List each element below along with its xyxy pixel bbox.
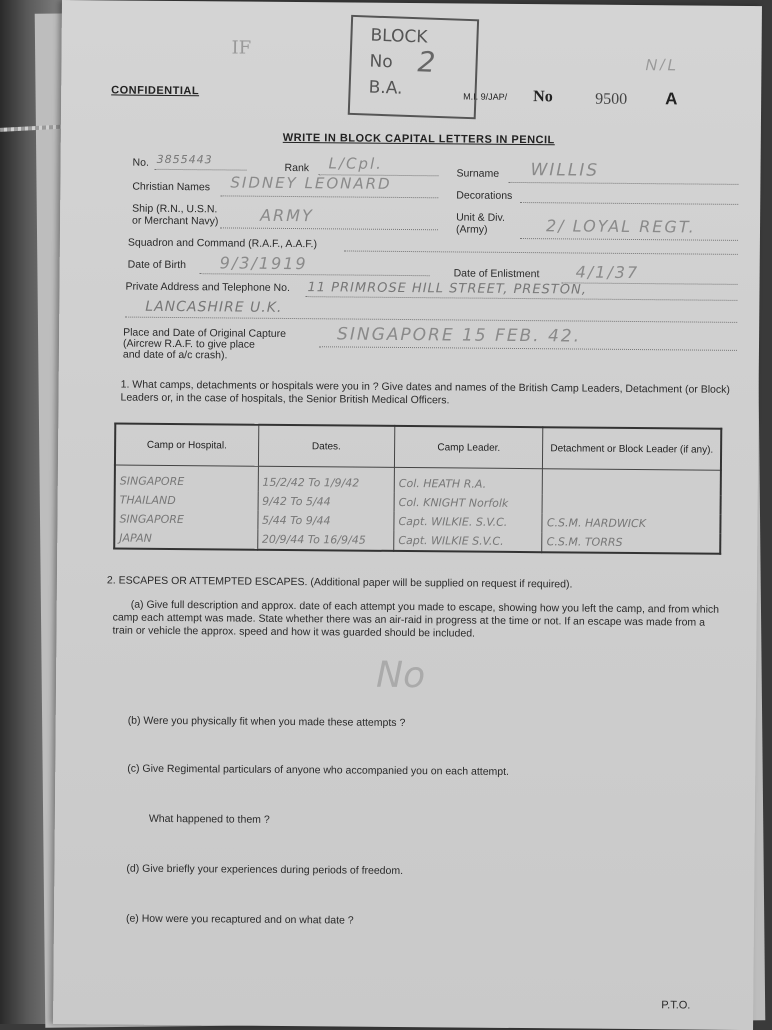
detachment-cell: [543, 469, 721, 496]
question-2a-text: (a) Give full description and approx. date of each attempt you made to escape, showing how you left the camp, and from which camp each attempt was made. State whether there was an air-raid in progress at the time or not. If an escape was made from a train or vehicle the approx. speed and how it was guarded should be included.: [112, 598, 720, 640]
surname-label: Surname: [456, 167, 500, 180]
unit-label-1: Unit & Div.: [456, 211, 505, 224]
question-2e-text: (e) How were you recaptured and on what date ?: [125, 912, 354, 927]
capture-label-2: (Aircrew R.A.F. to give place: [122, 337, 255, 351]
ship-label-2: or Merchant Navy): [132, 214, 219, 228]
corner-note: N/L: [645, 57, 680, 75]
ship-line: [220, 227, 438, 230]
question-2b-text: (b) Were you physically fit when you made these attempts ?: [127, 714, 406, 730]
detachment-cell: C.S.M. HARDWICK: [542, 513, 720, 534]
col-dates-header: Dates.: [258, 425, 395, 468]
question-1-text: 1. What camps, detachments or hospitals were you in ? Give dates and names of the British Camp Leaders, Detachment (or Block) Leaders or, in the case of hospitals, the Senior British Medical Officers.: [120, 378, 730, 407]
stamp-block: BLOCK: [370, 25, 428, 48]
capture-value: SINGAPORE 15 FEB. 42.: [337, 324, 582, 347]
detachment-cell: [542, 494, 720, 515]
ref-label: M.I. 9/JAP/: [463, 91, 508, 102]
christian-names-value: SIDNEY LEONARD: [230, 173, 392, 193]
leader-cell: Col. HEATH R.A.: [394, 467, 543, 494]
questionnaire-page: [53, 0, 762, 1030]
pencil-marks: IF: [231, 37, 252, 59]
confidential-label: CONFIDENTIAL: [111, 84, 200, 98]
dob-line: [200, 273, 430, 276]
ship-value: ARMY: [260, 205, 314, 226]
col-detachment-header: Detachment or Block Leader (if any).: [543, 427, 721, 470]
no-field-label: No.: [132, 156, 149, 169]
christian-names-line: [220, 195, 438, 198]
enlistment-value: 4/1/37: [575, 262, 640, 283]
question-2a-answer: No: [375, 654, 426, 697]
dob-label: Date of Birth: [127, 258, 187, 272]
dates-cell: 20/9/44 To 16/9/45: [257, 530, 394, 551]
stamp-ba: B.A.: [368, 77, 403, 99]
camp-cell: SINGAPORE: [115, 465, 258, 492]
christian-names-label: Christian Names: [132, 180, 211, 194]
question-2c-followup: What happened to them ?: [148, 812, 270, 826]
stamp-no: No: [369, 51, 394, 73]
capture-line: [319, 346, 737, 351]
no-label: No: [533, 88, 553, 106]
leader-cell: Capt. WILKIE. S.V.C.: [394, 512, 543, 532]
squadron-label: Squadron and Command (R.A.F., A.A.F.): [127, 236, 318, 251]
rank-value: L/Cpl.: [328, 154, 384, 173]
col-camp-header: Camp or Hospital.: [115, 423, 258, 466]
col-camp-leader-header: Camp Leader.: [394, 426, 543, 469]
decorations-line: [520, 202, 738, 205]
capture-label-1: Place and Date of Original Capture: [123, 326, 286, 340]
enlistment-line: [562, 282, 738, 285]
camp-cell: THAILAND: [115, 490, 258, 510]
detachment-cell: C.S.M. TORRS: [542, 532, 720, 554]
camp-cell: SINGAPORE: [114, 509, 257, 529]
enlistment-label: Date of Enlistment: [453, 267, 540, 281]
squadron-line: [344, 250, 738, 254]
capture-label-3: and date of a/c crash).: [122, 348, 228, 362]
unit-value: 2/ LOYAL REGT.: [545, 216, 696, 237]
decorations-label: Decorations: [456, 189, 513, 202]
table-row: [114, 528, 720, 553]
pto-label: P.T.O.: [661, 999, 691, 1012]
question-2-heading: 2. ESCAPES OR ATTEMPTED ESCAPES. (Additional paper will be supplied on request if required).: [106, 574, 573, 591]
form-letter: A: [665, 89, 678, 109]
rank-label: Rank: [284, 161, 310, 175]
dates-cell: 9/42 To 5/44: [258, 492, 395, 512]
dates-cell: 15/2/42 To 1/9/42: [258, 466, 395, 493]
dates-cell: 5/44 To 9/44: [257, 511, 394, 531]
address-value-2: LANCASHIRE U.K.: [145, 298, 283, 316]
camps-table: [113, 422, 722, 554]
question-2d-text: (d) Give briefly your experiences during periods of freedom.: [126, 862, 404, 878]
question-2c-text: (c) Give Regimental particulars of anyone who accompanied you on each attempt.: [127, 762, 510, 778]
no-line: [155, 169, 247, 171]
address-line-2: [125, 317, 737, 323]
camps-table-header: [115, 423, 721, 470]
block-stamp: [348, 15, 479, 119]
stamp-handwritten-number: 2: [417, 45, 437, 79]
no-field-value: 3855443: [156, 152, 213, 167]
surname-value: WILLIS: [530, 160, 600, 181]
ship-label-1: Ship (R.N., U.S.N.: [132, 202, 218, 216]
surname-line: [508, 182, 738, 185]
unit-line: [520, 238, 738, 241]
camp-cell: JAPAN: [114, 528, 257, 549]
leader-cell: Capt. WILKIE S.V.C.: [394, 531, 543, 552]
leader-cell: Col. KNIGHT Norfolk: [394, 493, 543, 513]
form-number: 9500: [595, 90, 628, 108]
address-label: Private Address and Telephone No.: [125, 280, 290, 294]
instruction-heading: WRITE IN BLOCK CAPITAL LETTERS IN PENCIL: [282, 131, 555, 147]
dob-value: 9/3/1919: [219, 253, 308, 274]
unit-label-2: (Army): [455, 223, 488, 236]
address-value-1: 11 PRIMROSE HILL STREET, PRESTON,: [307, 280, 587, 298]
